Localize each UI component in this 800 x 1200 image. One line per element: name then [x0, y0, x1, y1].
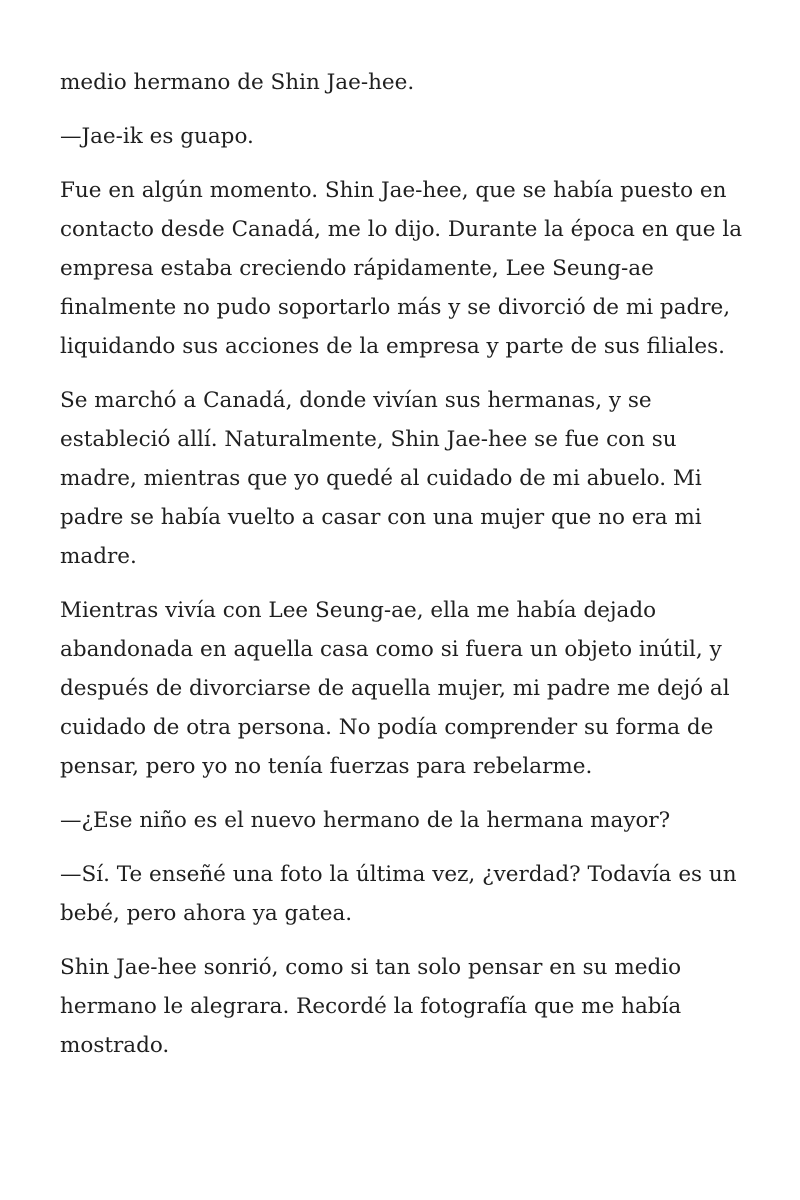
paragraph: Shin Jae-hee sonrió, como si tan solo pensar en su medio hermano le alegrara. Recordé la fotografía que me había mostrado.: [60, 955, 682, 1058]
dialogue-paragraph: —¿Ese niño es el nuevo hermano de la hermana mayor?: [60, 808, 671, 833]
paragraph: medio hermano de Shin Jae-hee.: [60, 70, 415, 95]
dialogue-paragraph: —Jae-ik es guapo.: [60, 124, 254, 149]
paragraph: Fue en algún momento. Shin Jae-hee, que se había puesto en contacto desde Canadá, me lo dijo. Durante la época en que la empresa estaba creciendo rápidamente, Lee Seung-ae finalmente no pudo soportarlo más y se divorció de mi padre, liquidando sus acciones de la empresa y parte de sus filiales.: [60, 178, 743, 359]
page-body: [60, 63, 750, 1080]
dialogue-paragraph: —Sí. Te enseñé una foto la última vez, ¿verdad? Todavía es un bebé, pero ahora ya gatea.: [60, 862, 737, 926]
paragraph: Mientras vivía con Lee Seung-ae, ella me había dejado abandonada en aquella casa como si fuera un objeto inútil, y después de divorciarse de aquella mujer, mi padre me dejó al cuidado de otra persona. No podía comprender su forma de pensar, pero yo no tenía fuerzas para rebelarme.: [60, 598, 730, 779]
paragraph: Se marchó a Canadá, donde vivían sus hermanas, y se estableció allí. Naturalmente, Shin Jae-hee se fue con su madre, mientras que yo quedé al cuidado de mi abuelo. Mi padre se había vuelto a casar con una mujer que no era mi madre.: [60, 388, 702, 569]
